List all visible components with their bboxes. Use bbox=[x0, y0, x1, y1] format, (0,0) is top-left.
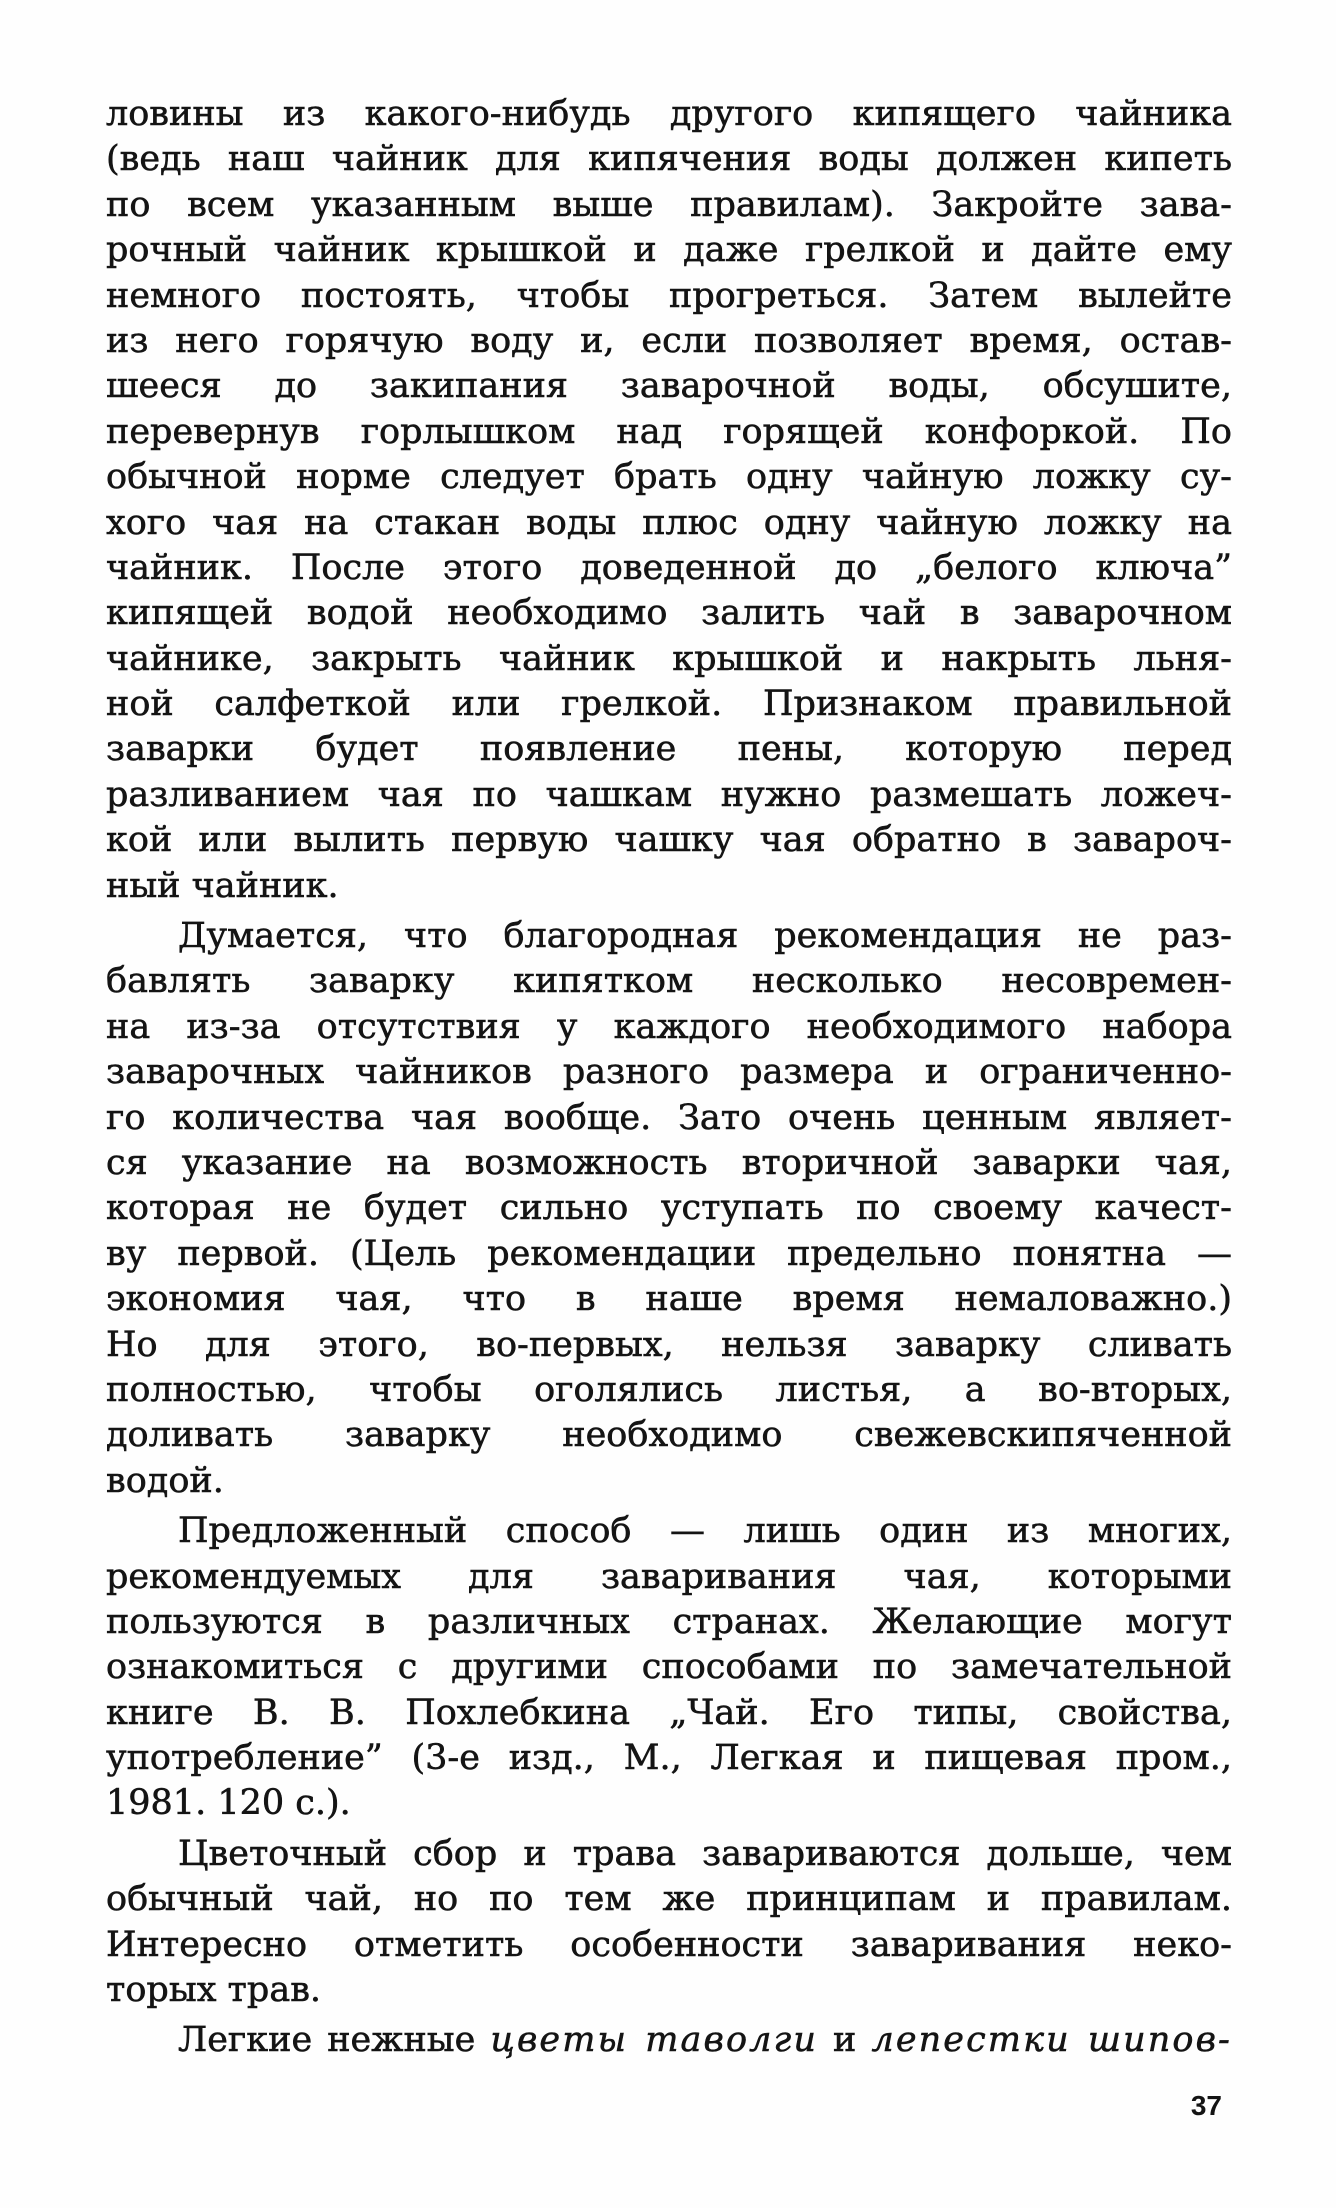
text-line: ловины из какого-нибудь другого кипящего чайника bbox=[106, 94, 1232, 134]
paragraph bbox=[106, 2018, 1232, 2063]
text-line: Интересно отметить особенности заваривания неко- bbox=[106, 1924, 1232, 1965]
paragraph bbox=[106, 1832, 1232, 2014]
text-line: кой или вылить первую чашку чая обратно в завароч- bbox=[106, 820, 1232, 861]
text-line: рочный чайник крышкой и даже грелкой и дайте ему bbox=[106, 230, 1232, 271]
text-line: немного постоять, чтобы прогреться. Затем вылейте bbox=[106, 275, 1232, 316]
text-line: 1981. 120 с.). bbox=[106, 1783, 351, 1824]
text-line: рекомендуемых для заваривания чая, которыми bbox=[106, 1556, 1232, 1597]
paragraph bbox=[106, 92, 1232, 909]
text-line: обычной норме следует брать одну чайную ложку су- bbox=[106, 457, 1232, 498]
text-line: Думается, что благородная рекомендация не раз- bbox=[178, 916, 1232, 957]
text-line: разливанием чая по чашкам нужно размешать ложеч- bbox=[106, 774, 1232, 815]
text-line: ной салфеткой или грелкой. Признаком правильной bbox=[106, 684, 1232, 725]
text-line: водой. bbox=[106, 1460, 224, 1501]
text-line: (ведь наш чайник для кипячения воды должен кипеть bbox=[106, 139, 1232, 180]
paragraph bbox=[106, 1509, 1232, 1827]
text-segment: Легкие нежные bbox=[178, 2020, 476, 2061]
text-line: чайник. После этого доведенной до „белого ключа” bbox=[106, 547, 1232, 588]
text-line: заварочных чайников разного размера и ограниченно- bbox=[106, 1052, 1232, 1093]
text-line: по всем указанным выше правилам). Закройте зава- bbox=[106, 184, 1232, 225]
text-line: торых трав. bbox=[106, 1970, 322, 2011]
text-line: шееся до закипания заварочной воды, обсушите, bbox=[106, 366, 1232, 407]
text-line: бавлять заварку кипятком несколько несовремен- bbox=[106, 961, 1232, 1002]
text-line: полностью, чтобы оголялись листья, а во-вторых, bbox=[106, 1369, 1232, 1410]
text-line: го количества чая вообще. Зато очень ценным являет- bbox=[106, 1097, 1232, 1138]
italic-term: лепестки шипов- bbox=[871, 2020, 1232, 2061]
page-number: 37 bbox=[1190, 2090, 1222, 2121]
italic-term: цветы таволги bbox=[490, 2020, 818, 2061]
text-line: книге В. В. Похлебкина „Чай. Его типы, свойства, bbox=[106, 1692, 1232, 1733]
text-line: которая не будет сильно уступать по своему качест- bbox=[106, 1188, 1232, 1229]
text-line: ся указание на возможность вторичной заварки чая, bbox=[106, 1142, 1232, 1183]
text-line: хого чая на стакан воды плюс одну чайную ложку на bbox=[106, 502, 1232, 543]
text-line: доливать заварку необходимо свежевскипяченной bbox=[106, 1415, 1232, 1456]
text-line: ный чайник. bbox=[106, 865, 339, 906]
text-line: экономия чая, что в наше время немаловажно.) bbox=[106, 1279, 1232, 1320]
text-line bbox=[106, 2018, 1232, 2063]
text-line: обычный чай, но по тем же принципам и правилам. bbox=[106, 1879, 1232, 1920]
text-line: перевернув горлышком над горящей конфоркой. По bbox=[106, 411, 1232, 452]
text-line: Цветочный сбор и трава завариваются дольше, чем bbox=[178, 1833, 1232, 1874]
text-segment: и bbox=[833, 2020, 857, 2061]
text-line: пользуются в различных странах. Желающие могут bbox=[106, 1601, 1232, 1642]
text-line: из него горячую воду и, если позволяет время, остав- bbox=[106, 320, 1232, 361]
text-line: на из-за отсутствия у каждого необходимого набора bbox=[106, 1006, 1232, 1047]
text-line: Но для этого, во-первых, нельзя заварку сливать bbox=[106, 1324, 1232, 1365]
text-line: чайнике, закрыть чайник крышкой и накрыть льня- bbox=[106, 638, 1232, 679]
paragraph bbox=[106, 914, 1232, 1504]
text-line: употребление” (3-е изд., М., Легкая и пищевая пром., bbox=[106, 1738, 1232, 1779]
text-line: Предложенный способ — лишь один из многих, bbox=[178, 1511, 1232, 1552]
text-line: ву первой. (Цель рекомендации предельно понятна — bbox=[106, 1233, 1232, 1274]
text-line: ознакомиться с другими способами по замечательной bbox=[106, 1647, 1232, 1688]
text-line: заварки будет появление пены, которую перед bbox=[106, 729, 1232, 770]
book-page-text bbox=[106, 92, 1232, 2069]
text-line: кипящей водой необходимо залить чай в заварочном bbox=[106, 593, 1232, 634]
